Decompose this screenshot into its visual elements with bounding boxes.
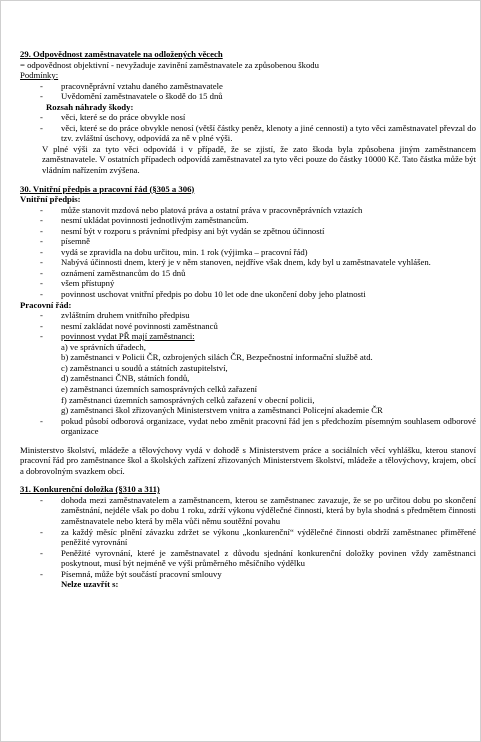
- scope-label: Rozsah náhrady škody:: [46, 101, 134, 112]
- list-item: - oznámení zaměstnancům do 15 dnů: [40, 267, 186, 278]
- sub-item: a) ve správních úřadech,: [61, 341, 146, 352]
- list-item: - zvláštním druhem vnitřního předpisu: [40, 310, 190, 321]
- conditions-label: Podmínky:: [20, 70, 59, 81]
- list-item: - dohoda mezi zaměstnavatelem a zaměstnancem, kterou se zaměstnanec zavazuje, že se po určitou dobu po skončení zaměstnání, nejdéle však po dobu 1 roku, zdrží výkonu výdělečné činnosti, která by byla shodná s předmětem činnosti zaměstnavatele nebo která by měla vůči němu soutěžní povahu: [40, 494, 476, 526]
- section-31-title: 31. Konkurenční doložka (§310 a 311): [20, 484, 160, 495]
- list-item: - písemně: [40, 236, 90, 247]
- section-30-paragraph: Ministerstvo školství, mládeže a tělovýchovy vydá v dohodě s Ministerstvem práce a sociálních věcí vyhlášku, kterou stanoví pracovní řád pro zaměstnance škol a školských zařízení zřizovaných Ministerstvem školství, mládeže a tělovýchovy, krajem, obcí a dobrovolným svazkem obcí.: [20, 444, 476, 476]
- list-item: - nesmí zakládat nové povinnosti zaměstnanců: [40, 320, 218, 331]
- sub-item: c) zaměstnanci u soudů a státních zastupitelství,: [61, 362, 228, 373]
- section-31-tail: Nelze uzavřít s:: [61, 579, 119, 590]
- list-item: - Peněžité vyrovnání, které je zaměstnavatel z důvodu sjednání konkurenční doložky povinen vždy zaměstnanci poskytnout, musí být nejméně ve výši průměrného měsíčního výdělku: [40, 547, 476, 569]
- section-31: [20, 484, 476, 589]
- list-item: - Nabývá účinnosti dnem, který je v něm stanoven, nejdříve však dnem, kdy byl u zaměstnavatele vyhlášen.: [40, 257, 431, 268]
- sub-item: d) zaměstnanci ČNB, státních fondů,: [61, 373, 190, 384]
- section-29: [20, 49, 476, 176]
- section-29-title: 29. Odpovědnost zaměstnavatele na odložených věcech: [20, 49, 223, 59]
- sub-item: f) zaměstnanci územních samosprávných celků zařazení v obecní policii,: [61, 394, 315, 405]
- section-29-definition: = odpovědnost objektivní - nevyžaduje zavinění zaměstnavatele za způsobenou škodu: [20, 59, 319, 70]
- sub-item: e) zaměstnanci územních samosprávných celků zařazení: [61, 383, 258, 394]
- work-rules-label: Pracovní řád:: [20, 299, 72, 310]
- list-item: - Písemná, může být součástí pracovní smlouvy: [40, 568, 222, 579]
- list-item: - může stanovit mzdová nebo platová práva a ostatní práva v pracovněprávních vztazích: [40, 204, 363, 215]
- list-item: - za každý měsíc plnění závazku zdržet se výkonu „konkurenční“ výdělečné činnosti obdrží zaměstnanec přiměřené peněžité vyrovnání: [40, 526, 476, 548]
- list-item: - povinnost uschovat vnitřní předpis po dobu 10 let ode dne ukončení doby jeho platnosti: [40, 289, 366, 300]
- list-item: - věci, které se do práce obvykle nenosí (větší částky peněz, klenoty a jiné cennosti) a tyto věci zaměstnavatel převzal do tzv. zvláštní úschovy, odpovídá za ně v plné výši.: [40, 122, 476, 144]
- list-item: - pokud působí odborová organizace, vydat nebo změnit pracovní řád jen s předchozím písemným souhlasem odborové organizace: [40, 415, 476, 437]
- list-item: - věci, které se do práce obvykle nosí: [40, 112, 186, 123]
- list-item: - Uvědomění zaměstnavatele o škodě do 15 dnů: [40, 91, 223, 102]
- internal-regulation-label: Vnitřní předpis:: [20, 194, 81, 205]
- list-item: - pracovněprávní vztahu daného zaměstnavatele: [40, 80, 223, 91]
- list-item: - nesmí ukládat povinnosti jednotlivým zaměstnancům.: [40, 215, 249, 226]
- list-item: - vydá se zpravidla na dobu určitou, min. 1 rok (výjimka – pracovní řád): [40, 246, 308, 257]
- list-item: - nesmí být v rozporu s právními předpisy ani být vydán se zpětnou účinností: [40, 225, 325, 236]
- list-item: - povinnost vydat PŘ mají zaměstnanci:: [40, 331, 195, 342]
- sub-item: b) zaměstnanci v Policii ČR, ozbrojených silách ČR, Bezpečnostní informační službě atd.: [61, 352, 373, 363]
- section-29-note: V plné výši za tyto věci odpovídá i v případě, že se zjistí, že zato škoda byla způsobena jiným zaměstnancem zaměstnavatele. V ostatních případech odpovídá zaměstnavatel za tyto věci pouze do částky 10000 Kč. Tato částka může být vládním nařízením zvýšena.: [42, 143, 476, 176]
- list-item: - všem přístupný: [40, 278, 115, 289]
- section-30: [20, 184, 476, 477]
- section-30-title: 30. Vnitřní předpis a pracovní řád (§305 a 306): [20, 183, 195, 194]
- sub-item: g) zaměstnanci škol zřizovaných Ministerstvem vnitra a zaměstnanci Policejní akademie ČR: [61, 405, 383, 416]
